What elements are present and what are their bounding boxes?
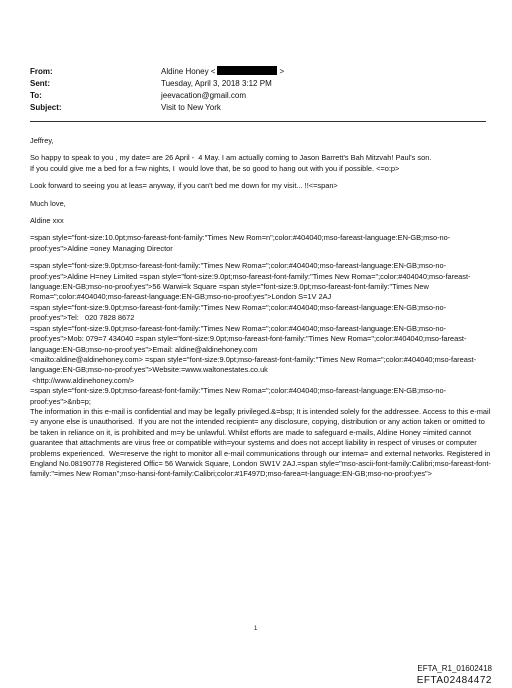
subject-label: Subject: <box>30 103 62 112</box>
signoff: Aldine xxx <box>30 216 64 226</box>
from-close: > <box>279 67 285 76</box>
from-row <box>30 66 490 78</box>
closing: Much love, <box>30 198 66 208</box>
redaction-box <box>217 66 277 75</box>
sent-value: Tuesday, April 3, 2018 3:12 PM <box>161 79 272 88</box>
from-name: Aldine Honey < <box>161 67 216 76</box>
body-paragraph-1: So happy to speak to you , my date= are 26 April - 4 May. I am actually coming to Jason Barrett's Bah Mitzvah! Paul's son. If you could give me a bed for a f=w nights, I would love that, be so good to hang out with you if possible. <=o:p> <box>30 153 432 173</box>
signature-block: =span style="font-size:9.0pt;mso-fareast-font-family:"Times New Roma=";color:#404040;mso-fareast-language:EN-GB;mso-no-proof:yes">Aldine H=ney Limited =span style="font-size:9.0pt;mso-fareast-font-family:"Times New Roma=";color:#404040;mso-fareast-language:EN-GB;mso-no-proof:yes">56 Warwi=k Square =span style="font-size:9.0pt;mso-fareast-font-family:"Times New Roma=";color:#404040;mso-fareast-language:EN-GB;mso-no-proof:yes">London S=1V 2AJ =span style="font-size:9.0pt;mso-fareast-font-family:"Times New Roma=";color:#404040;mso-fareast-language:EN-GB;mso-no-proof:yes">Tel: 020 7828 8672 =span style="font-size:9.0pt;mso-fareast-font-family:"Times New Roma=";color:#404040;mso-fareast-language:EN-GB;mso-no-proof:yes">Mob: 079=7 434040 =span style="font-size:9.0pt;mso-fareast-font-family:"Times New Roma=";color:#404040;mso-fareast-language:EN-GB;mso-no-proof:yes">Email: aldine@aldinehoney.com <mailto:aldine@aldinehoney.com> =span style="font-size:9.0pt;mso-fareast-font-family:"Times New Roma=";color:#404040;mso-fareast-language:EN-GB;mso-no-proof:yes">Website:=www.waltonestates.co.uk <http://www.aldinehoney.com/> =span style="font-size:9.0pt;mso-fareast-font-family:"Times New Roma=";color:#404040;mso-fareast-language:EN-GB;mso-no-proof:yes">&nb=p; The information in this e-mail is confidential and may be legally privileged.&=bsp; It is intended solely for the addressee. Access to this e-mail =y anyone else is unauthorised. If you are not the intended recipient= any disclosure, copying, distribution or any action taken or omitted to be taken in reliance on it, is prohibited and m=y be unlawful. Whilst efforts are made to safeguard e-mails, Aldine Honey =imited cannot guarantee that attachments are virus free or compatible with=your systems and does not accept liability in respect of viruses or computer problems experienced. We=reserve the right to monitor all e-mail communications through our interna= and external networks. Registered in England No.08190778 Registered Offic= 56 Warwick Square, London SW1V 2AJ.=span style="mso-ascii-font-family:Calibri;mso-fareast-font-family:"=imes New Roman";mso-hansi-font-family:Calibri;color:#1F497D;mso-farea=t-language:EN-GB;mso-no-proof:yes"> <box>30 261 491 479</box>
bates-number-large: EFTA02484472 <box>416 675 492 686</box>
from-value <box>161 66 490 78</box>
bates-number-small: EFTA_R1_01602418 <box>417 664 492 673</box>
to-value: jeevacation@gmail.com <box>161 91 247 100</box>
page-number: 1 <box>254 626 258 632</box>
subject-value: Visit to New York <box>161 103 221 112</box>
salutation: Jeffrey, <box>30 136 54 145</box>
signature-line-1: =span style="font-size:10.0pt;mso-fareast-font-family:"Times New Rom=n";color:#404040;mso-fareast-language:EN-GB;mso-no-proof:yes">Aldine =oney Managing Director <box>30 233 451 253</box>
email-body <box>30 136 492 480</box>
to-row <box>30 90 490 102</box>
from-label: From: <box>30 67 53 76</box>
subject-row <box>30 102 490 114</box>
sent-label: Sent: <box>30 79 50 88</box>
body-paragraph-2: Look forward to seeing you at leas= anyway, if you can't bed me down for my visit... !!<=span> <box>30 181 338 191</box>
to-label: To: <box>30 91 42 100</box>
sent-row <box>30 78 490 90</box>
header-divider <box>30 121 486 122</box>
email-header <box>30 66 490 114</box>
